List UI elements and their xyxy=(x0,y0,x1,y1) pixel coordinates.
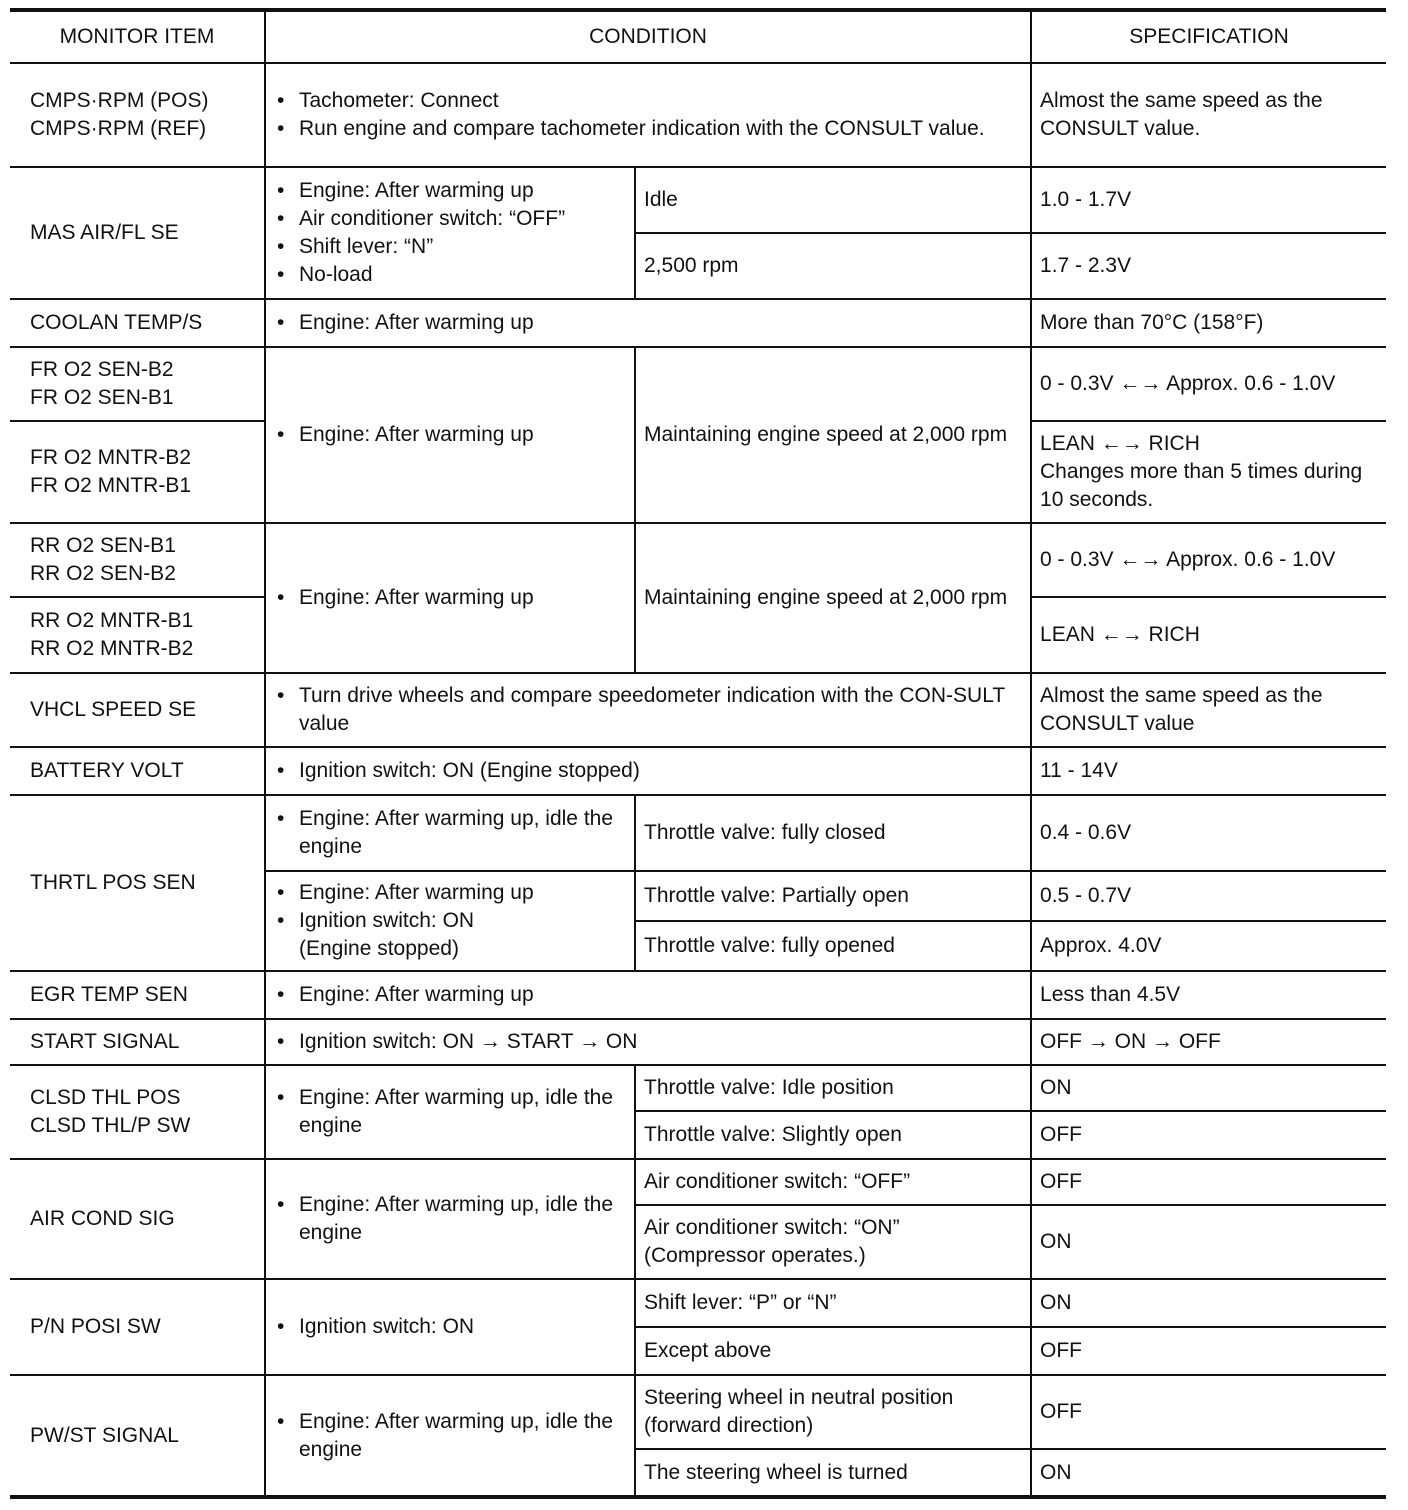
header-condition: CONDITION xyxy=(265,10,1031,63)
specification-cell: 0 - 0.3V ←→ Approx. 0.6 - 1.0V xyxy=(1031,347,1386,421)
sub-condition-cell: Idle xyxy=(635,167,1031,233)
condition-bullet: • Tachometer: Connect xyxy=(274,87,1022,115)
condition-bullet: • Turn drive wheels and compare speedometer indication with the CON-SULT value xyxy=(274,682,1022,738)
condition-bullet: • Ignition switch: ON (Engine stopped) xyxy=(274,907,626,963)
specification-cell: 0.5 - 0.7V xyxy=(1031,871,1386,921)
condition-cell xyxy=(265,1159,635,1279)
condition-cell xyxy=(265,63,1031,167)
sub-condition-cell: Maintaining engine speed at 2,000 rpm xyxy=(635,347,1031,523)
sub-condition-cell: Maintaining engine speed at 2,000 rpm xyxy=(635,523,1031,673)
condition-bullet: • Engine: After warming up, idle the engine xyxy=(274,805,626,861)
condition-bullet: • Run engine and compare tachometer indication with the CONSULT value. xyxy=(274,115,1022,143)
monitor-item-cell: BATTERY VOLT xyxy=(10,747,265,795)
specification-cell: LEAN ←→ RICH Changes more than 5 times during 10 seconds. xyxy=(1031,421,1386,523)
table-row xyxy=(10,523,1386,597)
monitor-item-cell: VHCL SPEED SE xyxy=(10,673,265,747)
monitor-item-cell: CLSD THL POS CLSD THL/P SW xyxy=(10,1065,265,1159)
specification-cell: 1.0 - 1.7V xyxy=(1031,167,1386,233)
table-row xyxy=(10,1279,1386,1327)
condition-bullet: • No-load xyxy=(274,261,626,289)
specification-cell: 1.7 - 2.3V xyxy=(1031,233,1386,299)
condition-bullet: • Engine: After warming up, idle the engine xyxy=(274,1084,626,1140)
condition-cell xyxy=(265,1375,635,1497)
condition-cell xyxy=(265,1279,635,1375)
condition-cell xyxy=(265,747,1031,795)
header-monitor-item: MONITOR ITEM xyxy=(10,10,265,63)
table-row xyxy=(10,1375,1386,1449)
sub-condition-cell: Shift lever: “P” or “N” xyxy=(635,1279,1031,1327)
specification-cell: LEAN ←→ RICH xyxy=(1031,597,1386,673)
monitor-item-cell: THRTL POS SEN xyxy=(10,795,265,971)
condition-cell xyxy=(265,347,635,523)
table-row xyxy=(10,347,1386,421)
specification-cell: Approx. 4.0V xyxy=(1031,921,1386,971)
condition-cell xyxy=(265,795,635,871)
sub-condition-cell: Air conditioner switch: “ON” (Compressor operates.) xyxy=(635,1205,1031,1279)
condition-bullet: • Ignition switch: ON xyxy=(274,1313,626,1341)
monitor-item-cell: MAS AIR/FL SE xyxy=(10,167,265,299)
specification-cell: 0.4 - 0.6V xyxy=(1031,795,1386,871)
sub-condition-cell: Except above xyxy=(635,1327,1031,1375)
specification-cell: Almost the same speed as the CONSULT value xyxy=(1031,673,1386,747)
table-row xyxy=(10,1065,1386,1111)
table-row xyxy=(10,299,1386,347)
sub-condition-cell: Throttle valve: Idle position xyxy=(635,1065,1031,1111)
monitor-item-cell: RR O2 SEN-B1 RR O2 SEN-B2 xyxy=(10,523,265,597)
monitor-item-cell: RR O2 MNTR-B1 RR O2 MNTR-B2 xyxy=(10,597,265,673)
specification-cell: ON xyxy=(1031,1205,1386,1279)
sub-condition-cell: Throttle valve: Partially open xyxy=(635,871,1031,921)
condition-bullet: • Shift lever: “N” xyxy=(274,233,626,261)
sub-condition-cell: Air conditioner switch: “OFF” xyxy=(635,1159,1031,1205)
condition-bullet: • Engine: After warming up xyxy=(274,981,1022,1009)
condition-cell xyxy=(265,1019,1031,1065)
specification-cell: 0 - 0.3V ←→ Approx. 0.6 - 1.0V xyxy=(1031,523,1386,597)
table-row xyxy=(10,167,1386,233)
specification-cell: OFF xyxy=(1031,1327,1386,1375)
specification-cell: ON xyxy=(1031,1065,1386,1111)
monitor-item-cell: START SIGNAL xyxy=(10,1019,265,1065)
table-row xyxy=(10,795,1386,871)
condition-bullet: • Engine: After warming up xyxy=(274,879,626,907)
condition-cell xyxy=(265,871,635,971)
condition-cell xyxy=(265,971,1031,1019)
condition-bullet: • Engine: After warming up xyxy=(274,177,626,205)
specification-cell: OFF xyxy=(1031,1375,1386,1449)
specification-cell: Less than 4.5V xyxy=(1031,971,1386,1019)
monitor-spec-table xyxy=(10,8,1386,1499)
monitor-item-cell: EGR TEMP SEN xyxy=(10,971,265,1019)
specification-cell: OFF xyxy=(1031,1159,1386,1205)
monitor-item-cell: FR O2 SEN-B2 FR O2 SEN-B1 xyxy=(10,347,265,421)
specification-cell: More than 70°C (158°F) xyxy=(1031,299,1386,347)
condition-bullet: • Air conditioner switch: “OFF” xyxy=(274,205,626,233)
header-specification: SPECIFICATION xyxy=(1031,10,1386,63)
specification-cell: OFF → ON → OFF xyxy=(1031,1019,1386,1065)
condition-bullet: • Engine: After warming up xyxy=(274,309,1022,337)
condition-bullet: • Engine: After warming up, idle the engine xyxy=(274,1408,626,1464)
table-row xyxy=(10,63,1386,167)
specification-cell: Almost the same speed as the CONSULT value. xyxy=(1031,63,1386,167)
monitor-item-cell: FR O2 MNTR-B2 FR O2 MNTR-B1 xyxy=(10,421,265,523)
sub-condition-cell: Throttle valve: fully opened xyxy=(635,921,1031,971)
condition-cell xyxy=(265,167,635,299)
monitor-item-cell: P/N POSI SW xyxy=(10,1279,265,1375)
condition-bullet: • Ignition switch: ON (Engine stopped) xyxy=(274,757,1022,785)
sub-condition-cell: The steering wheel is turned xyxy=(635,1449,1031,1497)
monitor-item-cell: AIR COND SIG xyxy=(10,1159,265,1279)
condition-bullet: • Ignition switch: ON → START → ON xyxy=(274,1028,1022,1056)
condition-cell xyxy=(265,1065,635,1159)
specification-cell: OFF xyxy=(1031,1111,1386,1159)
condition-bullet: • Engine: After warming up xyxy=(274,584,626,612)
specification-cell: ON xyxy=(1031,1449,1386,1497)
specification-cell: ON xyxy=(1031,1279,1386,1327)
table-row xyxy=(10,673,1386,747)
condition-cell xyxy=(265,299,1031,347)
table-row xyxy=(10,1159,1386,1205)
condition-cell xyxy=(265,523,635,673)
specification-cell: 11 - 14V xyxy=(1031,747,1386,795)
sub-condition-cell: Throttle valve: fully closed xyxy=(635,795,1031,871)
table-row xyxy=(10,747,1386,795)
monitor-item-cell: CMPS·RPM (POS) CMPS·RPM (REF) xyxy=(10,63,265,167)
sub-condition-cell: 2,500 rpm xyxy=(635,233,1031,299)
monitor-item-cell: PW/ST SIGNAL xyxy=(10,1375,265,1497)
condition-bullet: • Engine: After warming up, idle the engine xyxy=(274,1191,626,1247)
table-row xyxy=(10,971,1386,1019)
sub-condition-cell: Throttle valve: Slightly open xyxy=(635,1111,1031,1159)
table-row xyxy=(10,1019,1386,1065)
condition-bullet: • Engine: After warming up xyxy=(274,421,626,449)
header-row xyxy=(10,10,1386,63)
condition-cell xyxy=(265,673,1031,747)
monitor-item-cell: COOLAN TEMP/S xyxy=(10,299,265,347)
sub-condition-cell: Steering wheel in neutral position (forward direction) xyxy=(635,1375,1031,1449)
